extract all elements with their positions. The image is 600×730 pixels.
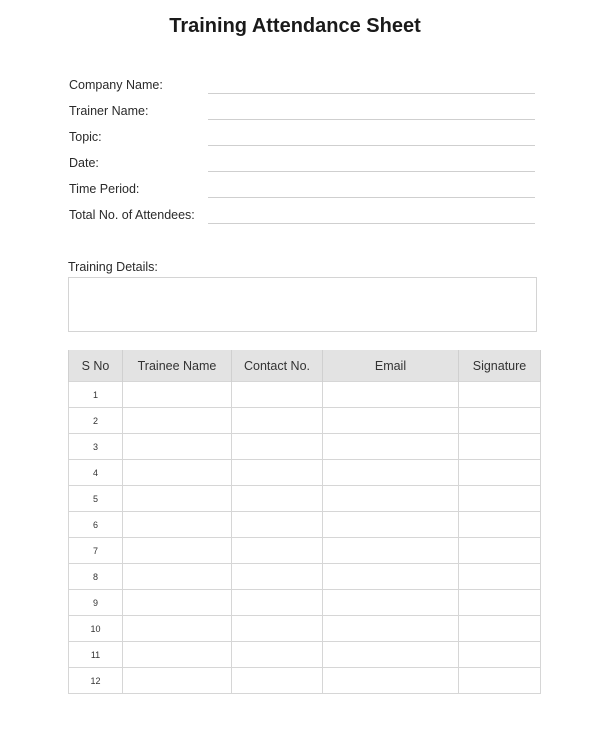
attendance-table xyxy=(68,350,541,694)
header-contact-no: Contact No. xyxy=(232,350,323,382)
trainee-name-cell[interactable] xyxy=(123,512,232,538)
contact-no-cell[interactable] xyxy=(232,616,323,642)
info-fields xyxy=(69,76,535,232)
training-details-label: Training Details: xyxy=(68,260,158,274)
email-cell[interactable] xyxy=(323,486,459,512)
email-cell[interactable] xyxy=(323,512,459,538)
topic-input[interactable] xyxy=(208,145,535,146)
trainee-name-cell[interactable] xyxy=(123,590,232,616)
trainee-name-cell[interactable] xyxy=(123,642,232,668)
table-row xyxy=(69,512,541,538)
row-number: 1 xyxy=(69,382,123,408)
signature-cell[interactable] xyxy=(459,460,541,486)
contact-no-cell[interactable] xyxy=(232,642,323,668)
row-number: 6 xyxy=(69,512,123,538)
signature-cell[interactable] xyxy=(459,668,541,694)
date-input[interactable] xyxy=(208,171,535,172)
table-row xyxy=(69,434,541,460)
trainer-name-input[interactable] xyxy=(208,119,535,120)
row-number: 11 xyxy=(69,642,123,668)
email-cell[interactable] xyxy=(323,434,459,460)
table-row xyxy=(69,642,541,668)
company-name-label: Company Name: xyxy=(69,78,163,92)
signature-cell[interactable] xyxy=(459,486,541,512)
table-header-row xyxy=(69,350,541,382)
signature-cell[interactable] xyxy=(459,434,541,460)
time-period-input[interactable] xyxy=(208,197,535,198)
signature-cell[interactable] xyxy=(459,564,541,590)
contact-no-cell[interactable] xyxy=(232,512,323,538)
contact-no-cell[interactable] xyxy=(232,434,323,460)
table-row xyxy=(69,668,541,694)
trainee-name-cell[interactable] xyxy=(123,486,232,512)
email-cell[interactable] xyxy=(323,382,459,408)
signature-cell[interactable] xyxy=(459,408,541,434)
email-cell[interactable] xyxy=(323,616,459,642)
email-cell[interactable] xyxy=(323,460,459,486)
email-cell[interactable] xyxy=(323,538,459,564)
page-title: Training Attendance Sheet xyxy=(169,15,421,37)
contact-no-cell[interactable] xyxy=(232,538,323,564)
header-signature: Signature xyxy=(459,350,541,382)
row-number: 7 xyxy=(69,538,123,564)
table-row xyxy=(69,538,541,564)
row-number: 10 xyxy=(69,616,123,642)
total-attendees-label: Total No. of Attendees: xyxy=(69,208,195,222)
table-row xyxy=(69,616,541,642)
company-name-field xyxy=(69,76,535,102)
email-cell[interactable] xyxy=(323,590,459,616)
topic-field xyxy=(69,128,535,154)
contact-no-cell[interactable] xyxy=(232,460,323,486)
trainee-name-cell[interactable] xyxy=(123,564,232,590)
training-details-input[interactable] xyxy=(68,277,537,332)
row-number: 9 xyxy=(69,590,123,616)
email-cell[interactable] xyxy=(323,668,459,694)
signature-cell[interactable] xyxy=(459,512,541,538)
email-cell[interactable] xyxy=(323,642,459,668)
trainer-name-label: Trainer Name: xyxy=(69,104,149,118)
date-label: Date: xyxy=(69,156,99,170)
time-period-field xyxy=(69,180,535,206)
row-number: 12 xyxy=(69,668,123,694)
row-number: 3 xyxy=(69,434,123,460)
trainee-name-cell[interactable] xyxy=(123,668,232,694)
contact-no-cell[interactable] xyxy=(232,486,323,512)
email-cell[interactable] xyxy=(323,408,459,434)
header-email: Email xyxy=(323,350,459,382)
row-number: 5 xyxy=(69,486,123,512)
table-row xyxy=(69,408,541,434)
row-number: 4 xyxy=(69,460,123,486)
total-attendees-field xyxy=(69,206,535,232)
contact-no-cell[interactable] xyxy=(232,408,323,434)
header-s-no: S No xyxy=(69,350,123,382)
total-attendees-input[interactable] xyxy=(208,223,535,224)
trainee-name-cell[interactable] xyxy=(123,460,232,486)
table-row xyxy=(69,460,541,486)
table-row xyxy=(69,486,541,512)
contact-no-cell[interactable] xyxy=(232,668,323,694)
table-row xyxy=(69,590,541,616)
signature-cell[interactable] xyxy=(459,382,541,408)
table-row xyxy=(69,564,541,590)
row-number: 8 xyxy=(69,564,123,590)
row-number: 2 xyxy=(69,408,123,434)
contact-no-cell[interactable] xyxy=(232,564,323,590)
contact-no-cell[interactable] xyxy=(232,382,323,408)
signature-cell[interactable] xyxy=(459,590,541,616)
trainee-name-cell[interactable] xyxy=(123,382,232,408)
contact-no-cell[interactable] xyxy=(232,590,323,616)
trainee-name-cell[interactable] xyxy=(123,434,232,460)
time-period-label: Time Period: xyxy=(69,182,140,196)
trainee-name-cell[interactable] xyxy=(123,616,232,642)
table-row xyxy=(69,382,541,408)
signature-cell[interactable] xyxy=(459,642,541,668)
signature-cell[interactable] xyxy=(459,616,541,642)
trainee-name-cell[interactable] xyxy=(123,408,232,434)
company-name-input[interactable] xyxy=(208,93,535,94)
email-cell[interactable] xyxy=(323,564,459,590)
date-field xyxy=(69,154,535,180)
topic-label: Topic: xyxy=(69,130,102,144)
trainee-name-cell[interactable] xyxy=(123,538,232,564)
header-trainee-name: Trainee Name xyxy=(123,350,232,382)
signature-cell[interactable] xyxy=(459,538,541,564)
trainer-name-field xyxy=(69,102,535,128)
